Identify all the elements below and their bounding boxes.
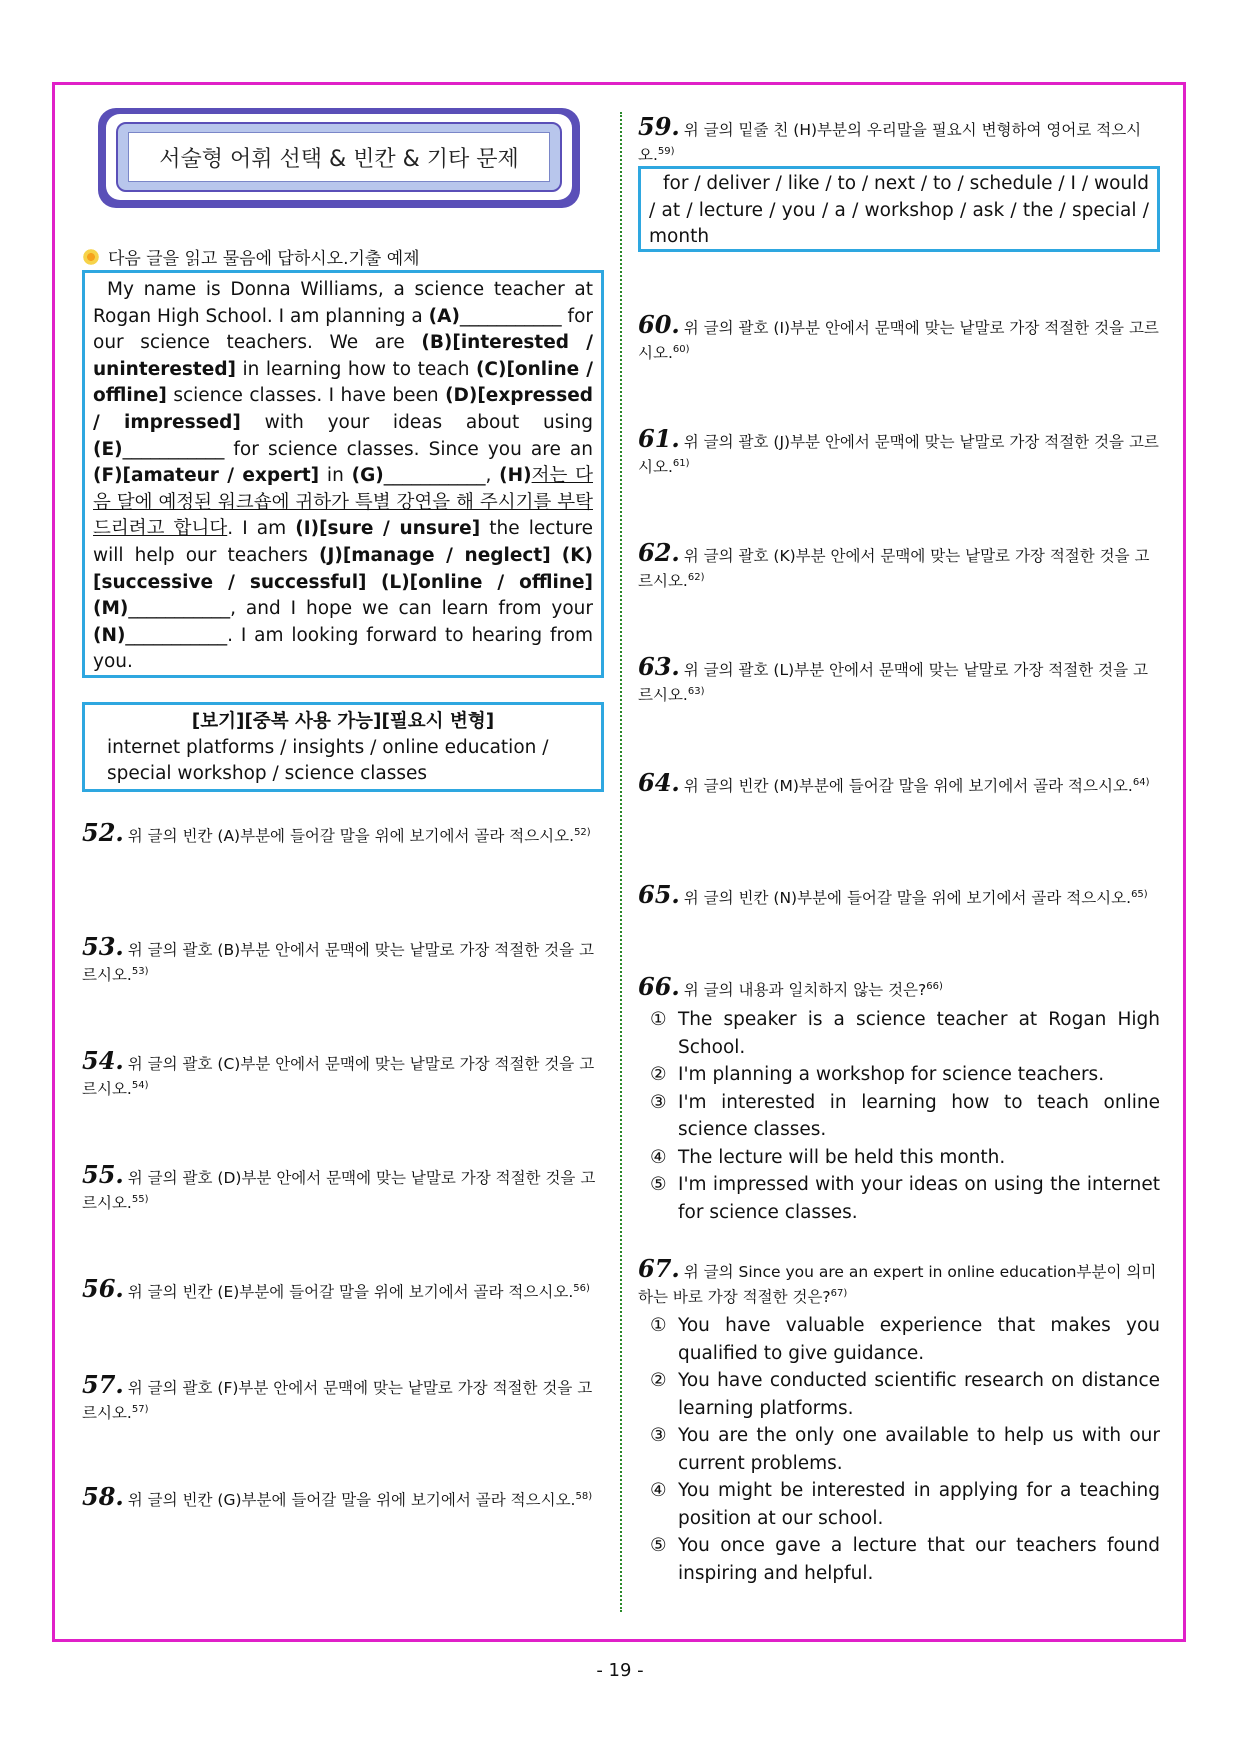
option[interactable] <box>650 1061 1160 1089</box>
passage-text <box>367 572 381 593</box>
passage-text: in <box>319 465 352 487</box>
question-52 <box>82 818 604 848</box>
question-59 <box>638 112 1160 166</box>
instruction-line <box>82 244 420 269</box>
option[interactable] <box>650 1144 1160 1172</box>
option-marker: ② <box>650 1064 667 1085</box>
underlined-korean-h: 저는 다음 달에 예정된 워크숍에 귀하가 특별 강연을 해 주시기를 부탁드리려고 합니다 <box>93 465 593 540</box>
option[interactable] <box>650 1422 1160 1477</box>
section-title: 서술형 어휘 선택 & 빈칸 & 기타 문제 <box>128 132 550 182</box>
footnote-ref: 64) <box>1132 777 1150 788</box>
choice-b: (B)[interested / uninterested] <box>93 332 594 380</box>
passage-text <box>551 545 562 566</box>
word-bank-content: internet platforms / insights / online education / special workshop / science classes <box>107 737 549 784</box>
option[interactable] <box>650 1171 1160 1226</box>
option-text: I'm impressed with your ideas on using the internet for science classes. <box>678 1174 1160 1223</box>
option[interactable] <box>650 1089 1160 1144</box>
question-67 <box>638 1254 1160 1308</box>
footnote-ref: 53) <box>131 966 149 977</box>
passage-text: science classes. I have been <box>166 385 446 407</box>
question-60 <box>638 310 1160 364</box>
question-text: 위 글의 괄호 (L)부분 안에서 문맥에 맞는 낱말로 가장 적절한 것을 고르시오. <box>638 661 1148 705</box>
passage-text: . I am <box>227 518 296 540</box>
option-marker: ⑤ <box>650 1535 667 1556</box>
question-number: 60. <box>638 310 680 339</box>
option[interactable] <box>650 1532 1160 1587</box>
question-text: 위 글의 빈칸 (M)부분에 들어갈 말을 위에 보기에서 골라 적으시오. <box>683 777 1133 796</box>
footnote-ref: 59) <box>657 146 675 157</box>
question-number: 59. <box>638 112 680 141</box>
blank-g: ___________ <box>383 465 486 487</box>
footnote-ref: 62) <box>687 572 705 583</box>
choice-i: (I)[sure / unsure] <box>295 518 481 540</box>
question-text: 위 글의 빈칸 (A)부분에 들어갈 말을 위에 보기에서 골라 적으시오. <box>127 827 575 846</box>
footnote-ref: 56) <box>573 1283 590 1294</box>
label-m: (M) <box>93 598 129 620</box>
footnote-ref: 66) <box>926 981 943 992</box>
question-63 <box>638 652 1160 706</box>
footnote-ref: 60) <box>672 344 690 355</box>
option-text: The speaker is a science teacher at Rogan High School. <box>678 1009 1160 1058</box>
option-text: You once gave a lecture that our teachers found inspiring and helpful. <box>678 1535 1160 1584</box>
passage-text: for our science teachers. We are <box>93 305 593 354</box>
option[interactable] <box>650 1312 1160 1367</box>
question-number: 66. <box>638 972 680 1002</box>
option-text: You have valuable experience that makes you qualified to give guidance. <box>678 1315 1160 1364</box>
label-h: (H) <box>499 465 532 487</box>
word-scramble-box <box>638 166 1160 252</box>
option-marker: ③ <box>650 1091 667 1113</box>
question-67-options <box>650 1312 1160 1587</box>
option-text: I'm planning a workshop for science teachers. <box>678 1064 1105 1085</box>
option[interactable] <box>650 1367 1160 1422</box>
question-number: 58. <box>82 1482 124 1512</box>
passage-text: the lecture will help our teachers <box>93 518 594 566</box>
question-text: 위 글의 빈칸 (G)부분에 들어갈 말을 위에 보기에서 골라 적으시오. <box>127 1491 576 1510</box>
passage-text: in learning how to teach <box>236 358 476 380</box>
question-66 <box>638 972 1160 1002</box>
passage-text: , and I hope we can learn from your <box>230 598 593 620</box>
question-number: 64. <box>638 768 680 798</box>
question-text: 위 글의 빈칸 (N)부분에 들어갈 말을 위에 보기에서 골라 적으시오. <box>683 889 1132 908</box>
question-62 <box>638 538 1160 592</box>
footnote-ref: 55) <box>131 1194 149 1205</box>
option-marker: ③ <box>650 1425 667 1446</box>
question-text: 위 글의 괄호 (J)부분 안에서 문맥에 맞는 낱말로 가장 적절한 것을 고르시오. <box>638 433 1159 477</box>
question-text: 위 글의 괄호 (K)부분 안에서 문맥에 맞는 낱말로 가장 적절한 것을 고르시오. <box>638 547 1150 591</box>
question-61 <box>638 424 1160 478</box>
passage-text: My name is Donna Williams, a science teacher at Rogan High School. I am planning a <box>93 279 593 327</box>
label-a: (A) <box>428 305 460 327</box>
question-text: 위 글의 괄호 (I)부분 안에서 문맥에 맞는 낱말로 가장 적절한 것을 고르시오. <box>638 319 1159 363</box>
question-54 <box>82 1046 604 1100</box>
footnote-ref: 65) <box>1131 889 1148 900</box>
option[interactable] <box>650 1477 1160 1532</box>
word-scramble-text: for / deliver / like / to / next / to / schedule / I / would / at / lecture / you / a / workshop / ask / the / special / month <box>649 173 1149 247</box>
question-text: 위 글의 빈칸 (E)부분에 들어갈 말을 위에 보기에서 골라 적으시오. <box>127 1283 574 1302</box>
choice-c: (C)[online / offline] <box>93 358 593 407</box>
option-text: You might be interested in applying for a teaching position at our school. <box>678 1480 1160 1529</box>
footnote-ref: 67) <box>830 1288 848 1299</box>
option-text: I'm interested in learning how to teach online science classes. <box>678 1091 1160 1140</box>
question-number: 63. <box>638 652 680 681</box>
label-g: (G) <box>351 465 384 487</box>
footnote-ref: 63) <box>687 686 705 697</box>
page-number: - 19 - <box>596 1660 644 1681</box>
question-number: 62. <box>638 538 680 567</box>
option-text: You are the only one available to help us with our current problems. <box>678 1425 1160 1474</box>
word-bank-title: [보기][중복 사용 가능][필요시 변형] <box>191 711 495 732</box>
question-number: 65. <box>638 880 680 910</box>
question-number: 67. <box>638 1254 680 1283</box>
option-marker: ④ <box>650 1146 667 1168</box>
option-marker: ⑤ <box>650 1174 667 1195</box>
choice-j: (J)[manage / neglect] <box>319 544 551 566</box>
question-text: 위 글의 괄호 (D)부분 안에서 문맥에 맞는 낱말로 가장 적절한 것을 고르시오. <box>82 1169 596 1213</box>
blank-e: ___________ <box>122 438 225 460</box>
question-text: 위 글의 밑줄 친 (H)부분의 우리말을 필요시 변형하여 영어로 적으시오. <box>638 121 1142 165</box>
passage-text: , <box>485 465 500 487</box>
instruction-text: 다음 글을 읽고 물음에 답하시오.기출 예제 <box>108 249 420 269</box>
label-e: (E) <box>93 438 123 460</box>
question-65 <box>638 880 1160 910</box>
option[interactable] <box>650 1006 1160 1061</box>
passage-text: . I am looking forward to hearing from you. <box>93 624 593 673</box>
blank-n: ___________ <box>125 624 228 646</box>
question-number: 55. <box>82 1160 124 1189</box>
option-text: You have conducted scientific research on distance learning platforms. <box>678 1370 1160 1419</box>
label-n: (N) <box>93 624 126 646</box>
footnote-ref: 54) <box>131 1080 149 1091</box>
question-64 <box>638 768 1160 798</box>
option-text: The lecture will be held this month. <box>678 1146 1006 1168</box>
question-53 <box>82 932 604 986</box>
reading-passage <box>82 270 604 678</box>
question-number: 54. <box>82 1046 124 1075</box>
footnote-ref: 58) <box>575 1491 593 1502</box>
question-number: 56. <box>82 1274 124 1304</box>
option-marker: ① <box>650 1009 667 1030</box>
question-number: 53. <box>82 932 124 961</box>
question-text: 위 글의 내용과 일치하지 않는 것은? <box>683 981 927 1000</box>
passage-text: with your ideas about using <box>240 411 593 433</box>
blank-a: ___________ <box>459 305 562 327</box>
question-text: 위 글의 괄호 (F)부분 안에서 문맥에 맞는 낱말로 가장 적절한 것을 고르시오. <box>82 1379 593 1423</box>
blank-m: ___________ <box>128 598 231 620</box>
footnote-ref: 57) <box>131 1404 149 1415</box>
column-divider <box>620 112 622 1612</box>
choice-f: (F)[amateur / expert] <box>93 465 320 487</box>
question-text: 위 글의 괄호 (B)부분 안에서 문맥에 맞는 낱말로 가장 적절한 것을 고르시오. <box>82 941 594 985</box>
question-57 <box>82 1370 604 1424</box>
footnote-ref: 52) <box>574 827 591 838</box>
choice-d: (D)[expressed / impressed] <box>93 385 593 433</box>
flower-icon <box>82 248 100 266</box>
passage-text: for science classes. Since you are an <box>224 438 593 460</box>
word-bank-box <box>82 702 604 792</box>
question-number: 61. <box>638 424 680 453</box>
question-55 <box>82 1160 604 1214</box>
choice-l: (L)[online / offline] <box>380 571 593 593</box>
question-number: 52. <box>82 818 124 848</box>
question-56 <box>82 1274 604 1304</box>
option-marker: ① <box>650 1315 667 1336</box>
question-text: 위 글의 괄호 (C)부분 안에서 문맥에 맞는 낱말로 가장 적절한 것을 고르시오. <box>82 1055 595 1099</box>
question-66-options <box>650 1006 1160 1226</box>
option-marker: ② <box>650 1370 667 1391</box>
choice-k: (K)[successive / successful] <box>93 544 593 593</box>
question-number: 57. <box>82 1370 124 1399</box>
footnote-ref: 61) <box>672 458 690 469</box>
option-marker: ④ <box>650 1480 667 1501</box>
question-text: 위 글의 Since you are an expert in online education부분이 의미하는 바로 가장 적절한 것은? <box>638 1263 1157 1307</box>
question-58 <box>82 1482 604 1512</box>
